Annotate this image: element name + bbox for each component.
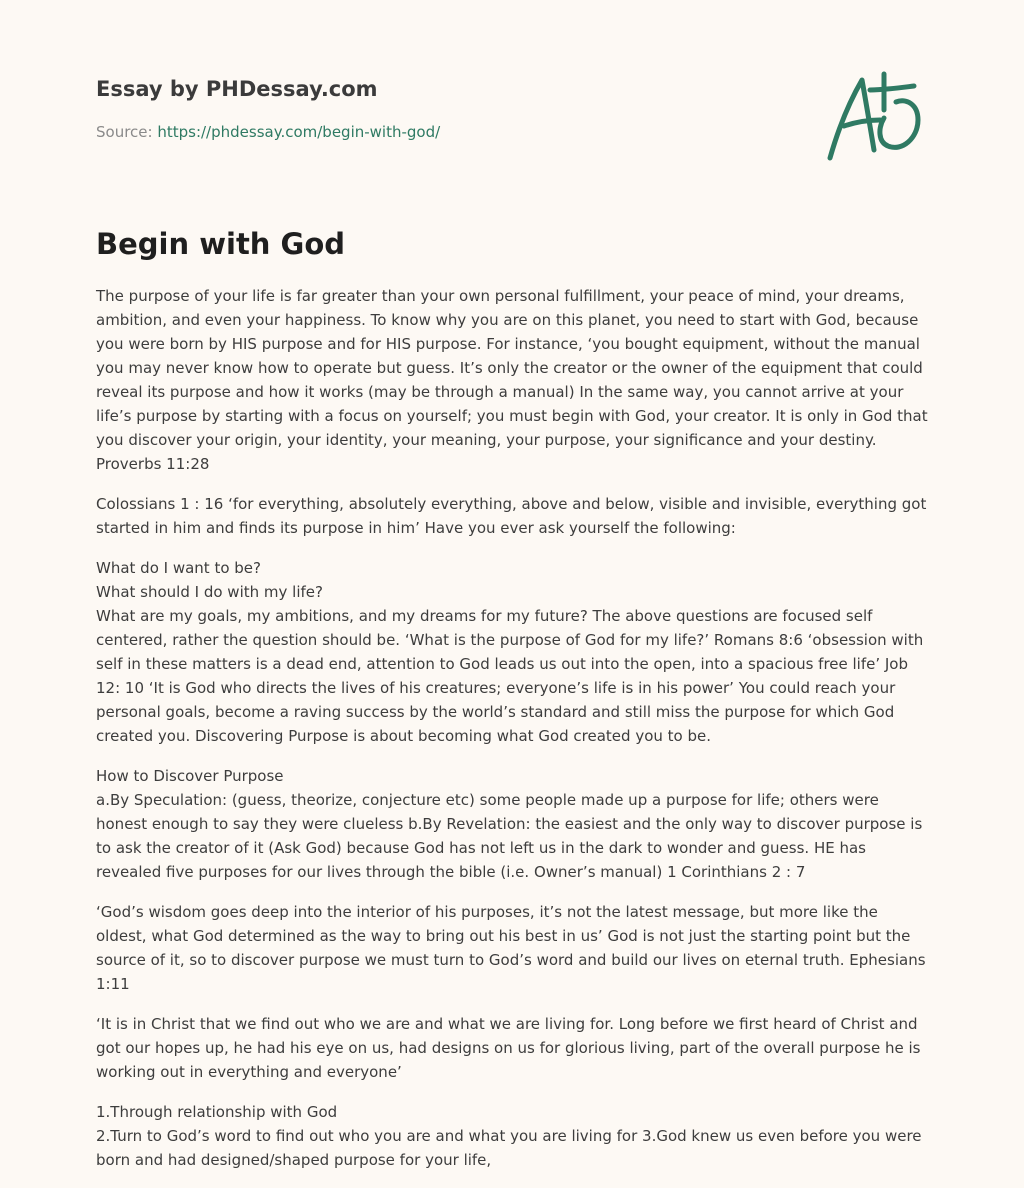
discover-block <box>96 764 932 884</box>
discover-text: a.By Speculation: (guess, theorize, conjecture etc) some people made up a purpose for life; others were honest enough to say they were clueless b.By Revelation: the easiest and the only way to discover purpose is to ask the creator of it (Ask God) because God has not left us in the dark to wonder and guess. HE has revealed five purposes for our lives through the bible (i.e. Owner’s manual) 1 Corinthians 2 : 7 <box>96 791 923 881</box>
essay-body <box>96 284 932 1188</box>
a-plus-logo-icon <box>822 68 928 166</box>
essay-paragraph: Colossians 1 : 16 ‘for everything, absolutely everything, above and below, visible and invisible, everything got started in him and finds its purpose in him’ Have you ever ask yourself the following: <box>96 495 927 537</box>
essay-paragraph: ‘It is in Christ that we find out who we are and what we are living for. Long before we first heard of Christ and got our hopes up, he had his eye on us, had designs on us for glorious living, part of the overall purpose he is working out in everything and everyone’ <box>96 1015 921 1081</box>
site-title: Essay by PHDessay.com <box>96 77 378 101</box>
question-line: What do I want to be? <box>96 559 261 577</box>
step-line: 2.Turn to God’s word to find out who you are and what you are living for 3.God knew us even before you were born and had designed/shaped purpose for your life, <box>96 1127 922 1169</box>
question-line: What are my goals, my ambitions, and my dreams for my future? The above questions are focused self centered, rather the question should be. ‘What is the purpose of God for my life?’ Romans 8:6 ‘obsession with self in these matters is a dead end, attention to God leads us out into the open, into a spacious free life’ Job 12: 10 ‘It is God who directs the lives of his creatures; everyone’s life is in his power’ You could reach your personal goals, become a raving success by the world’s standard and still miss the purpose for which God created you. Discovering Purpose is about becoming what God created you to be. <box>96 607 924 745</box>
essay-paragraph: The purpose of your life is far greater than your own personal fulfillment, your peace of mind, your dreams, ambition, and even your happiness. To know why you are on this planet, you need to start with God, because you were born by HIS purpose and for HIS purpose. For instance, ‘you bought equipment, without the manual you may never know how to operate but guess. It’s only the creator or the owner of the equipment that could reveal its purpose and how it works (may be through a manual) In the same way, you cannot arrive at your life’s purpose by starting with a focus on yourself; you must begin with God, your creator. It is only in God that you discover your origin, your identity, your meaning, your purpose, your significance and your destiny. Proverbs 11:28 <box>96 287 928 473</box>
question-line: What should I do with my life? <box>96 583 323 601</box>
discover-heading: How to Discover Purpose <box>96 767 284 785</box>
step-line: 1.Through relationship with God <box>96 1103 338 1121</box>
essay-paragraph: ‘God’s wisdom goes deep into the interior of his purposes, it’s not the latest message, but more like the oldest, what God determined as the way to bring out his best in us’ God is not just the starting point but the source of it, so to discover purpose we must turn to God’s word and build our lives on eternal truth. Ephesians 1:11 <box>96 903 926 993</box>
essay-title: Begin with God <box>96 227 346 261</box>
essay-header <box>96 74 696 142</box>
source-link[interactable]: https://phdessay.com/begin-with-god/ <box>157 123 441 141</box>
questions-block <box>96 556 932 748</box>
source-label: Source: <box>96 123 158 141</box>
steps-block <box>96 1100 932 1172</box>
source-line <box>96 122 696 142</box>
